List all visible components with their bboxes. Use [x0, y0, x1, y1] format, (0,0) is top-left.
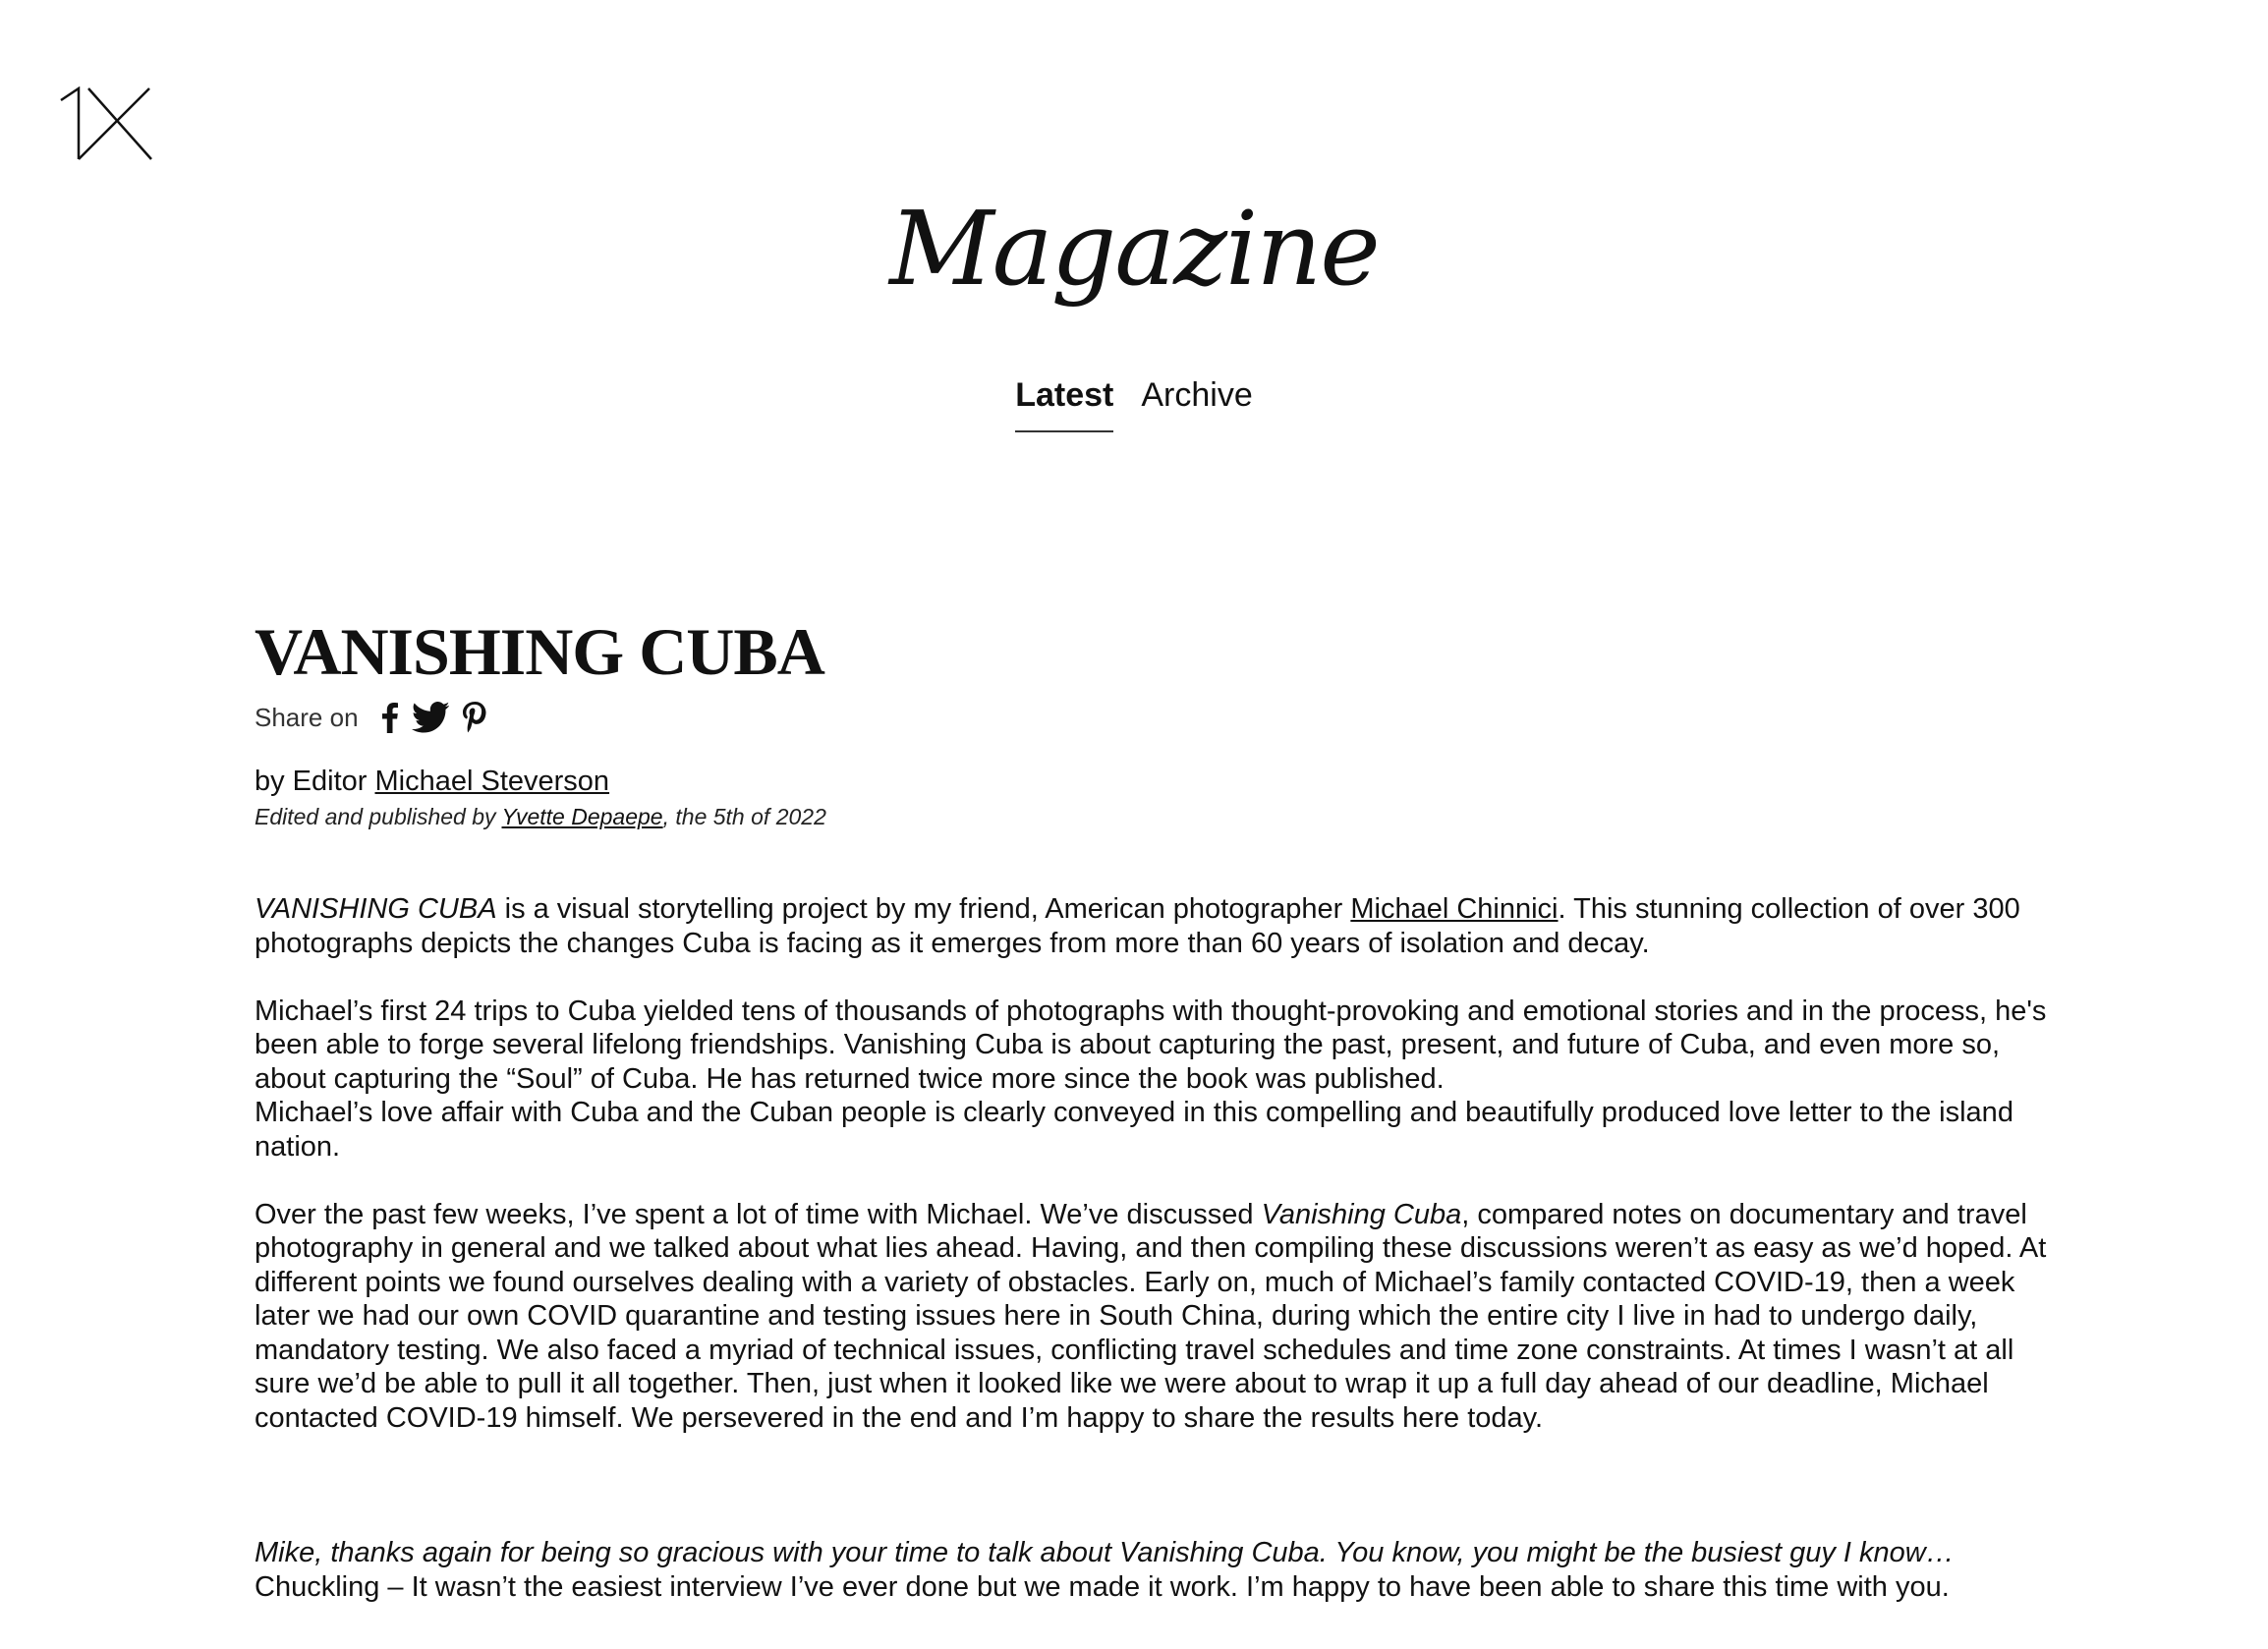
article-title: VANISHING CUBA	[255, 614, 824, 689]
share-label: Share on	[255, 703, 359, 732]
intro-title-italic: VANISHING CUBA	[255, 893, 497, 925]
photographer-link[interactable]: Michael Chinnici	[1350, 893, 1559, 925]
masthead-title: Magazine	[889, 189, 1379, 309]
tab-latest[interactable]: Latest	[1015, 373, 1113, 432]
paragraph-trips: Michael’s first 24 trips to Cuba yielded tens of thousands of photographs with thought-provoking and emotional stories and in the process, he's been able to forge several lifelong friendships. Vanishing Cuba is about capturing the past, present, and future of Cuba, and even more so, about capturing the “Soul” of Cuba. He has returned twice more since the book was published.	[255, 995, 2047, 1095]
logo-1x-icon	[59, 86, 153, 161]
paragraph-love-affair: Michael’s love affair with Cuba and the Cuban people is clearly conveyed in this compelling and beautifully produced love letter to the island nation.	[255, 1097, 2013, 1163]
tab-archive[interactable]: Archive	[1141, 376, 1253, 414]
interview-answer: Chuckling – It wasn’t the easiest interview I’ve ever done but we made it work. I’m happy to have been able to share this time with you.	[255, 1570, 1950, 1603]
edited-suffix: , the 5th of 2022	[662, 804, 826, 829]
pinterest-icon[interactable]	[463, 702, 486, 733]
intro-text-a: is a visual storytelling project by my friend, American photographer	[496, 893, 1351, 925]
past-weeks-text-a: Over the past few weeks, I’ve spent a lot of time with Michael. We’ve discussed	[255, 1198, 1262, 1230]
intro-text-b: . This stunning collection of over 300 photographs depicts the changes Cuba is facing as it emerges from more than 60 years of isolation and decay.	[255, 893, 2020, 959]
edited-line	[255, 802, 2053, 831]
author-link[interactable]: Michael Steverson	[374, 766, 610, 797]
past-weeks-italic: Vanishing Cuba	[1261, 1198, 1462, 1230]
twitter-icon[interactable]	[412, 702, 449, 733]
magazine-tabs	[0, 373, 2268, 432]
editor-link[interactable]: Yvette Depaepe	[501, 804, 663, 829]
article-body	[255, 892, 2053, 1604]
facebook-icon[interactable]	[382, 702, 398, 733]
interview-question: Mike, thanks again for being so gracious with your time to talk about Vanishing Cuba. You know, you might be the busiest guy I know…	[255, 1537, 1955, 1568]
site-logo[interactable]	[59, 86, 153, 161]
past-weeks-text-b: , compared notes on documentary and travel photography in general and we talked about what lies ahead. Having, and then compiling these discussions weren’t as easy as we’d hoped. At different points we found ourselves dealing with a variety of obstacles. Early on, much of Michael’s family contacted COVID-19, then a week later we had our own COVID quarantine and testing issues here in South China, during which the entire city I live in had to undergo daily, mandatory testing. We also faced a myriad of technical issues, conflicting travel schedules and time zone constraints. At times I wasn’t at all sure we’d be able to pull it all together. Then, just when it looked like we were about to wrap it up a full day ahead of our deadline, Michael contacted COVID-19 himself. We persevered in the end and I’m happy to share the results here today.	[255, 1198, 2047, 1434]
article	[255, 609, 2053, 1604]
paragraph-intro	[255, 892, 2053, 960]
share-bar	[255, 700, 2053, 735]
edited-prefix: Edited and published by	[255, 804, 502, 829]
paragraph-past-weeks	[255, 1198, 2053, 1436]
byline-prefix: by Editor	[255, 766, 375, 797]
byline	[255, 763, 2053, 800]
